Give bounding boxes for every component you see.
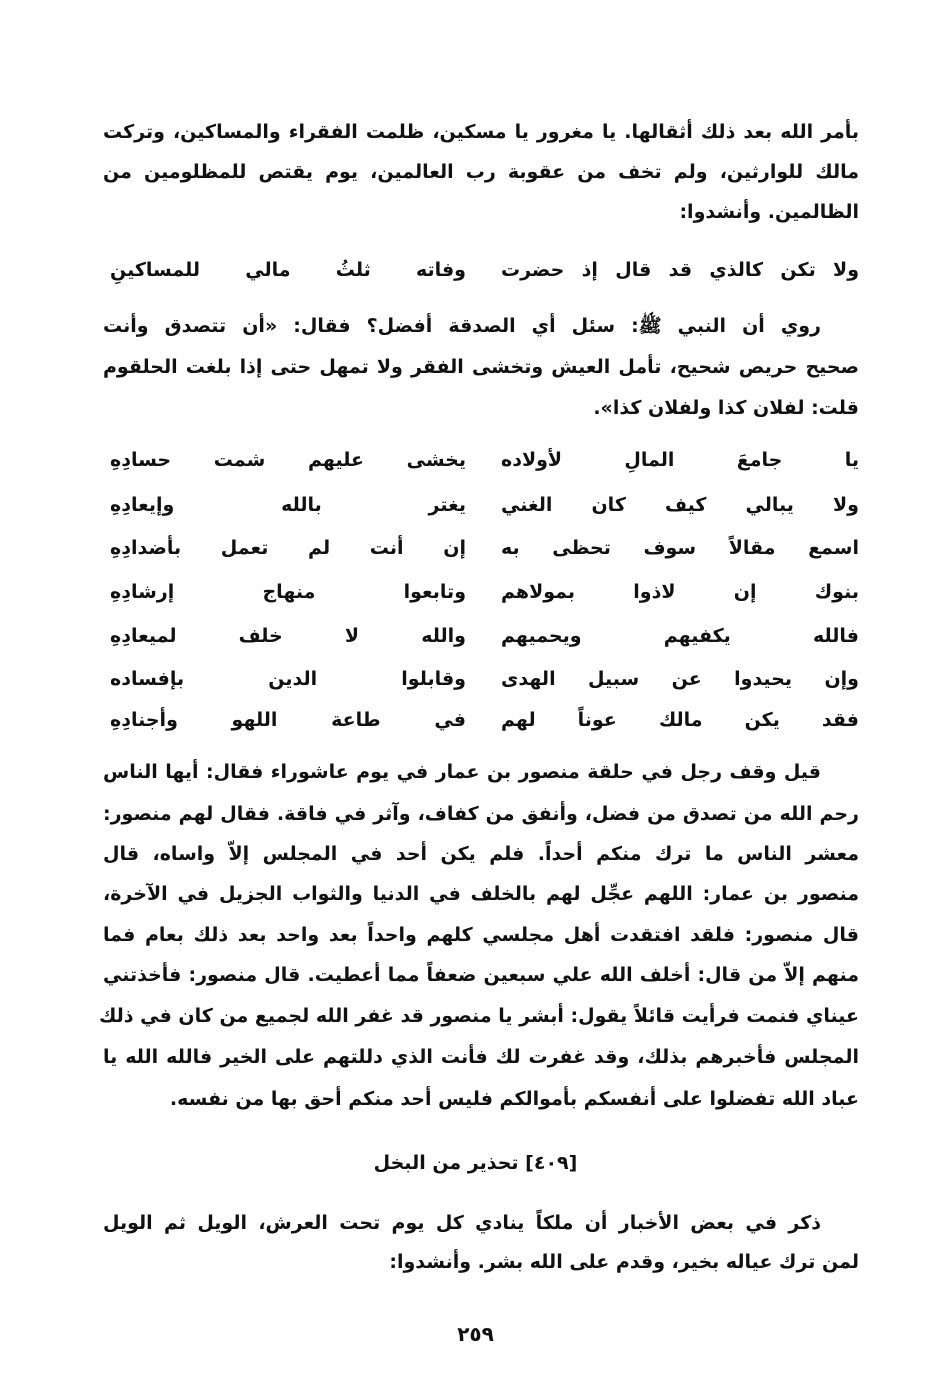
text-line: قلت: لفلان كذا ولفلان كذا». <box>593 397 859 419</box>
text-line: روي أن النبي ﷺ: سئل أي الصدقة أفضل؟ فقال: «أن تتصدق وأنت <box>103 315 821 337</box>
text-line: معشر الناس ما ترك منكم أحداً. فلم يكن أحد في المجلس إلاّ واساه، قال <box>103 843 859 865</box>
poem-verse-right: فقد يكن مالك عوناً لهم <box>501 709 859 731</box>
poem-verse-left: يغتر بالله وإيعادِهِ <box>110 494 466 516</box>
text-line: منصور بن عمار: اللهم عجِّل لهم بالخلف في الدنيا والثواب الجزيل في الآخرة، <box>103 883 859 905</box>
text-line: قال منصور: فلقد افتقدت أهل مجلسي كلهم واحداً بعد واحد بعد ذلك بعام فما <box>103 924 859 946</box>
poem-verse-left: إن أنت لم تعمل بأضدادِهِ <box>110 537 466 559</box>
text-line: رحم الله من تصدق من فضل، وأنفق من كفاف، وآثر في فاقة. فقال لهم منصور: <box>103 803 859 825</box>
text-line: عباد الله تفضلوا على أنفسكم بأموالكم فليس أحد منكم أحق بها من نفسه. <box>169 1088 859 1110</box>
poem-verse-right: فالله يكفيهم ويحميهم <box>501 625 859 647</box>
poem-verse-left: يخشى عليهم شمت حسادِهِ <box>110 449 466 471</box>
text-line: ذكر في بعض الأخبار أن ملكاً ينادي كل يوم تحت العرش، الويل ثم الويل <box>103 1212 821 1234</box>
text-line: عيناي فنمت فرأيت قائلاً يقول: أبشر يا منصور قد غفر الله لجميع من كان في ذلك <box>98 1005 859 1027</box>
text-line: منهم إلاّ من قال: أخلف الله علي سبعين ضعفاً مما أعطيت. قال منصور: فأخذتني <box>103 964 859 986</box>
poem-verse-left: وقابلوا الدين بإفساده <box>110 668 466 690</box>
verse-hemistich: ولا تكن كالذي قد قال إذ حضرت <box>501 259 859 281</box>
text-line: بأمر الله بعد ذلك أثقالها. يا مغرور يا مسكين، ظلمت الفقراء والمساكين، وتركت <box>103 121 859 143</box>
text-line: لمن ترك عياله بخير، وقدم على الله بشر. وأنشدوا: <box>389 1251 859 1273</box>
poem-verse-right: وإن يحيدوا عن سبيل الهدى <box>501 668 859 690</box>
text-line: مالك للوارثين، ولم تخف من عقوبة رب العالمين، يوم يقتص للمظلومين من <box>103 161 859 183</box>
poem-verse-right: ولا يبالي كيف كان الغني <box>501 494 859 516</box>
poem-verse-left: وتابعوا منهاج إرشادِهِ <box>110 581 466 603</box>
poem-verse-right: بنوك إن لاذوا بمولاهم <box>501 581 859 603</box>
text-line: الظالمين. وأنشدوا: <box>679 201 859 223</box>
text-line: قيل وقف رجل في حلقة منصور بن عمار في يوم عاشوراء فقال: أيها الناس <box>103 761 821 783</box>
poem-verse-right: اسمع مقالاً سوف تحظى به <box>501 537 859 559</box>
poem-verse-left: والله لا خلف لميعادِهِ <box>110 625 466 647</box>
page-number: ٢٥٩ <box>457 1322 494 1346</box>
verse-hemistich: وفاته ثلثُ مالي للمساكينِ <box>110 259 466 281</box>
poem-verse-right: يا جامعَ المالِ لأولاده <box>501 449 859 471</box>
poem-verse-left: في طاعة اللهو وأجنادِهِ <box>110 709 466 731</box>
text-line: صحيح حريص شحيح، تأمل العيش وتخشى الفقر ولا تمهل حتى إذا بلغت الحلقوم <box>103 356 859 378</box>
section-heading: [٤٠٩] تحذير من البخل <box>373 1152 578 1174</box>
text-line: المجلس فأخبرهم بذلك، وقد غفرت لك فأنت الذي دللتهم على الخير فالله الله يا <box>103 1046 859 1068</box>
